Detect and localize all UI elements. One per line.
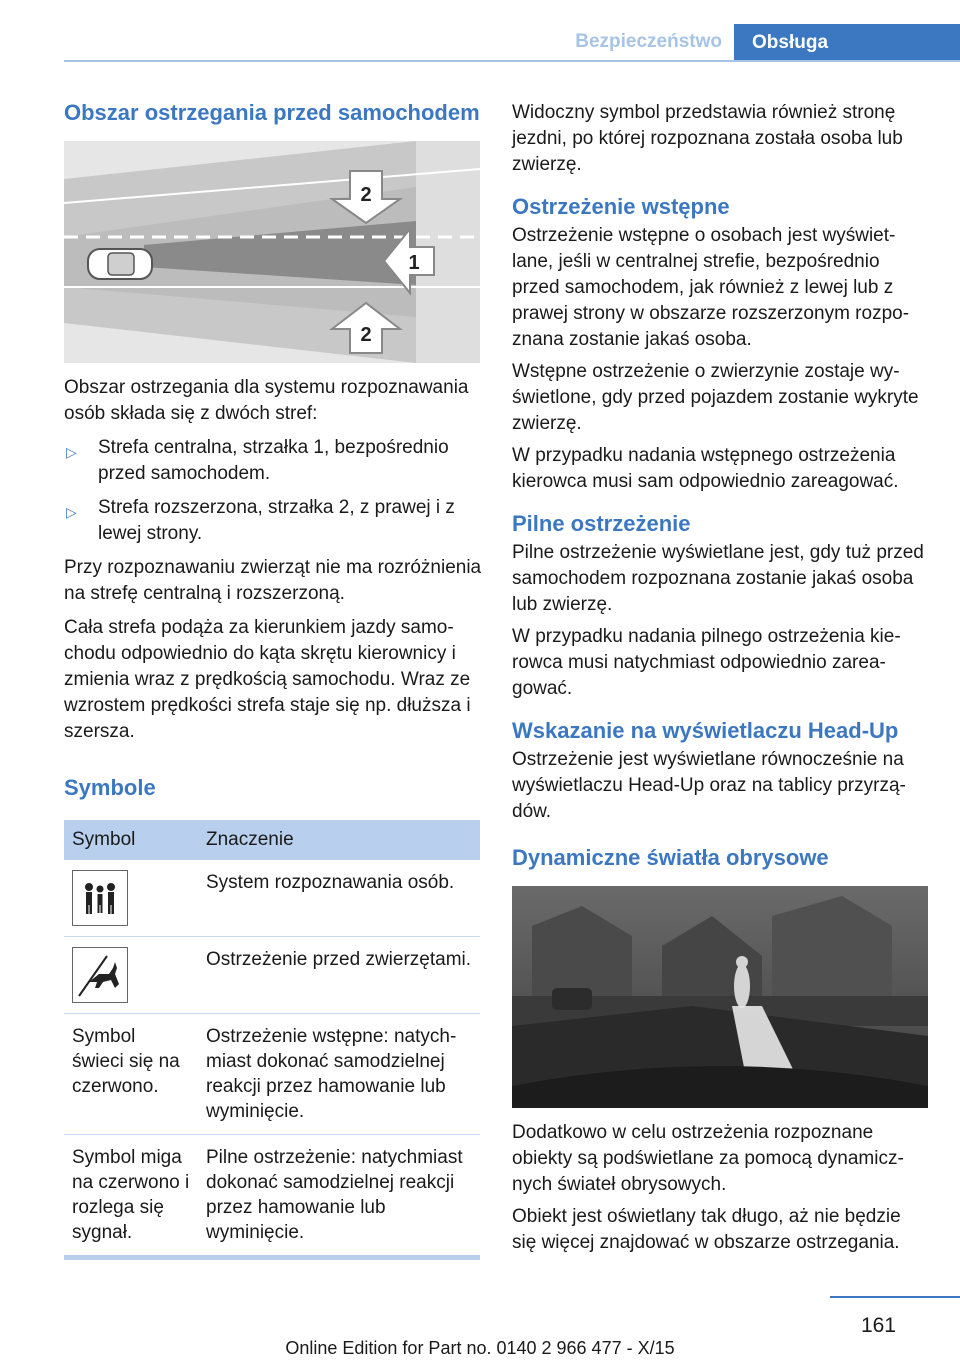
warning-area-illustration xyxy=(64,141,480,363)
table-row xyxy=(64,937,480,1014)
dynamic-lights-photo xyxy=(512,886,928,1108)
bullet-triangle-icon: ▷ xyxy=(66,504,77,520)
list-item-text: Strefa rozszerzona, strzałka 2, z prawej i z lewej strony. xyxy=(98,497,455,544)
meaning-cell: Ostrzeżenie przed zwierzętami. xyxy=(198,937,480,1014)
dynamic-lights-paragraph: Dodatkowo w celu ostrzeżenia rozpoznane obiekty są podświetlane za pomocą dynamicznych świateł obrysowych. xyxy=(512,1122,904,1195)
symbol-cell: Symbol świeci się na czerwono. xyxy=(64,1014,198,1135)
heading-head-up-display: Wskazanie na wyświetlaczu Head-Up xyxy=(512,718,899,743)
arrow-label-bottom: 2 xyxy=(360,324,372,346)
page-header xyxy=(0,24,960,62)
car-icon xyxy=(88,249,152,279)
heading-warning-area: Obszar ostrzegania przed samochodem xyxy=(64,100,480,125)
zone-follow-paragraph: Cała strefa podąża za kierunkiem jazdy samochodu odpowiednio do kąta skrętu kierownicy i zmienia wraz z prędkością samochodu. Wraz ze wzrostem prędkości strefa staje się np. dłuższa i szersza. xyxy=(64,617,471,742)
list-item xyxy=(64,435,482,487)
symbol-cell xyxy=(64,860,198,937)
active-section-tab[interactable]: Obsługa xyxy=(734,24,960,62)
meaning-cell: Pilne ostrzeżenie: natychmiast dokonać samodzielnej reakcji przez hamowanie lub wyminięcie. xyxy=(198,1135,480,1258)
column-header-symbol: Symbol xyxy=(64,820,198,860)
symbol-cell xyxy=(64,937,198,1014)
meaning-cell: Ostrzeżenie wstępne: natychmiast dokonać samodzielnej reakcji przez hamowanie lub wyminięcie. xyxy=(198,1014,480,1135)
pre-warning-animal-paragraph: Wstępne ostrzeżenie o zwierzynie zostaje wyświetlone, gdy przed pojazdem zostanie wykryte zwierzę. xyxy=(512,361,919,434)
right-column xyxy=(512,100,928,1256)
list-item-text: Strefa centralna, strzałka 1, bezpośrednio przed samochodem. xyxy=(98,437,449,484)
table-row xyxy=(64,1014,480,1135)
symbol-side-paragraph: Widoczny symbol przedstawia również stronę jezdni, po której rozpoznana została osoba lub zwierzę. xyxy=(512,102,903,175)
heading-symbols: Symbole xyxy=(64,775,156,800)
arrow-label-center: 1 xyxy=(408,252,420,274)
intro-paragraph: Obszar ostrzegania dla systemu rozpoznawania osób składa się z dwóch stref: xyxy=(64,377,469,424)
deer-warning-icon xyxy=(72,947,128,1003)
night-road-illustration xyxy=(512,886,928,1108)
zone-list xyxy=(64,435,482,547)
left-column xyxy=(64,100,482,1260)
section-tab[interactable]: Bezpieczeństwo xyxy=(575,31,722,52)
persons-icon xyxy=(72,870,128,926)
symbols-table xyxy=(64,820,480,1260)
arrow-label-top: 2 xyxy=(360,184,372,206)
list-item xyxy=(64,495,482,547)
animal-paragraph: Przy rozpoznawaniu zwierząt nie ma rozróżnienia na strefę centralną i rozszerzoną. xyxy=(64,557,482,604)
pre-warning-driver-paragraph: W przypadku nadania wstępnego ostrzeżenia kierowca musi sam odpowiednio zareagować. xyxy=(512,445,899,492)
bullet-triangle-icon: ▷ xyxy=(66,444,77,460)
urgent-warning-driver-paragraph: W przypadku nadania pilnego ostrzeżenia kierowca musi natychmiast odpowiednio zareagować. xyxy=(512,626,901,699)
page-number: 161 xyxy=(860,1314,896,1337)
edition-note: Online Edition for Part no. 0140 2 966 477 - X/15 xyxy=(285,1338,675,1358)
column-header-meaning: Znaczenie xyxy=(198,820,480,860)
head-up-paragraph: Ostrzeżenie jest wyświetlane równocześnie na wyświetlaczu Head-Up oraz na tablicy przyrządów. xyxy=(512,749,906,822)
warning-area-diagram xyxy=(64,141,480,363)
table-row xyxy=(64,860,480,937)
symbol-cell: Symbol miga na czerwono i rozlega się sygnał. xyxy=(64,1135,198,1258)
heading-urgent-warning: Pilne ostrzeżenie xyxy=(512,511,691,536)
footer-rule xyxy=(830,1296,960,1298)
meaning-cell: System rozpoznawania osób. xyxy=(198,860,480,937)
table-header-row xyxy=(64,820,480,860)
pre-warning-paragraph: Ostrzeżenie wstępne o osobach jest wyświetlane, jeśli w centralnej strefie, bezpośrednio przed samochodem, jak również z lewej lub z prawej strony w obszarze rozszerzonym rozpoznana zostanie jakaś osoba. xyxy=(512,225,910,350)
table-row xyxy=(64,1135,480,1258)
heading-dynamic-lights: Dynamiczne światła obrysowe xyxy=(512,845,829,870)
dynamic-lights-duration-paragraph: Obiekt jest oświetlany tak długo, aż nie będzie się więcej znajdować w obszarze ostrzegania. xyxy=(512,1206,901,1253)
urgent-warning-paragraph: Pilne ostrzeżenie wyświetlane jest, gdy tuż przed samochodem rozpoznana zostanie jakaś osoba lub zwierzę. xyxy=(512,542,924,615)
header-rule xyxy=(64,60,960,62)
heading-pre-warning: Ostrzeżenie wstępne xyxy=(512,194,730,219)
